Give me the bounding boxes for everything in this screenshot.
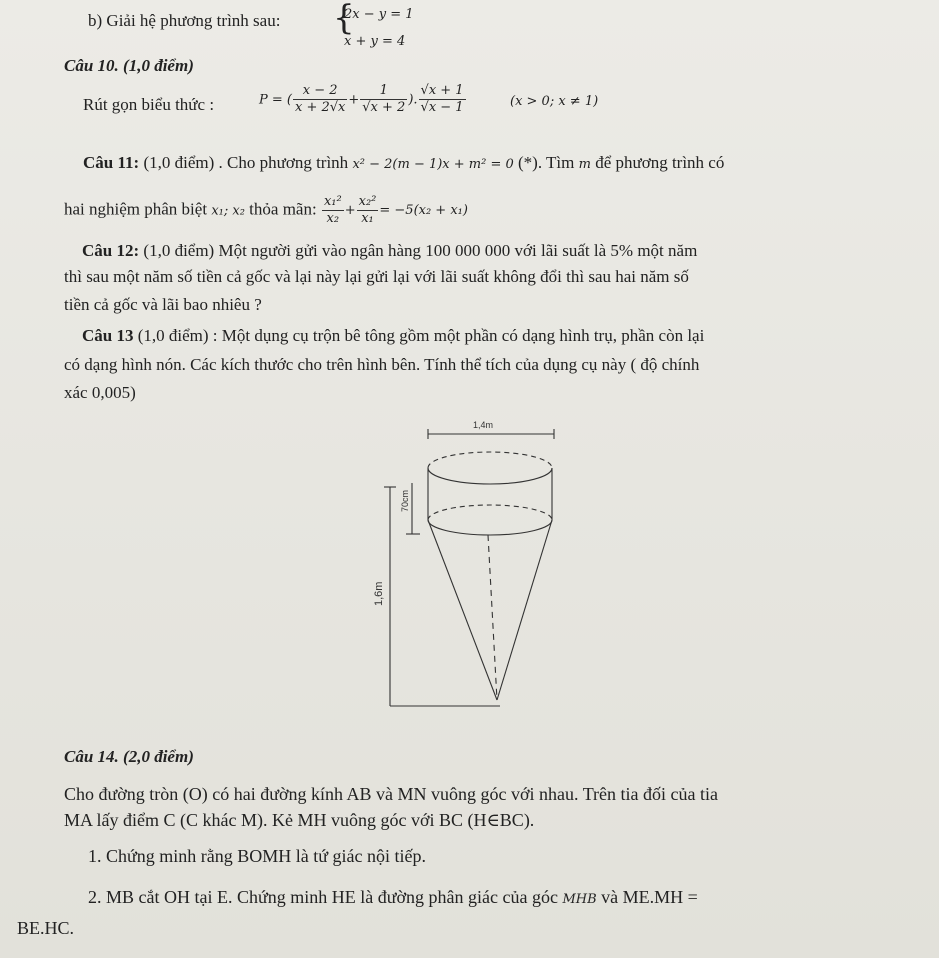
fig-label-top: 1,4m <box>472 420 494 430</box>
q14-title: Câu 14. (2,0 điểm) <box>64 747 194 766</box>
fig-label-70cm: 70cm <box>400 489 410 512</box>
q14-line1: Cho đường tròn (O) có hai đường kính AB và MN vuông góc với nhau. Trên tia đối của tia <box>64 784 719 804</box>
q10-text: Rút gọn biểu thức : <box>83 95 215 114</box>
q14-item2: 2. MB cắt OH tại E. Chứng minh HE là đường phân giác của góc MHB và ME.MH = <box>88 887 698 907</box>
cylinder-bottom-back <box>428 505 552 520</box>
cone-left-side <box>428 520 497 700</box>
cylinder-top-front <box>428 468 552 484</box>
q13-line3: xác 0,005) <box>64 383 136 402</box>
q14-last-line: BE.HC. <box>17 918 75 938</box>
system-brace: { <box>333 0 355 38</box>
q10-condition: (x > 0; x ≠ 1) <box>510 94 599 109</box>
q10-expression: P = ( $\frac{x - 2}{x + 2√x}$ + $\frac{1}{√x + 2}$ ). $\frac{√x + 1}{√x - 1}$ <box>259 83 464 116</box>
q11-line2: hai nghiệm phân biệt x₁; x₂ thỏa mãn: $\frac{\text{x₁²}}{\text{x₂}}$ + $\frac{\text{x₂²}}{\text{x₁}}$ = −5(x₂ + x₁) <box>64 194 468 227</box>
angle-mhb: MHB <box>562 892 597 907</box>
q13-line1: Câu 13 (1,0 điểm) : Một dụng cụ trộn bê tông gồm một phần có dạng hình trụ, phần còn lại <box>82 326 705 345</box>
system-eq2: x + y = 4 <box>344 34 406 49</box>
q12-line2: thì sau một năm số tiền cả gốc và lại này lại gửi lại với lãi suất không đổi thì sau hai năm số <box>64 267 689 286</box>
cone-axis <box>488 535 497 700</box>
q12-line1: Câu 12: (1,0 điểm) Một người gửi vào ngân hàng 100 000 000 với lãi suất là 5% một năm <box>82 241 698 260</box>
q14-item1: 1. Chứng minh rằng BOMH là tứ giác nội tiếp. <box>88 846 426 866</box>
cone-right-side <box>497 520 552 700</box>
q9b-label: b) Giải hệ phương trình sau: <box>88 11 281 30</box>
q14-line2: MA lấy điểm C (C khác M). Kẻ MH vuông góc với BC (H∈BC). <box>64 810 535 830</box>
q10-title: Câu 10. (1,0 điểm) <box>64 56 194 75</box>
q11-line1: Câu 11: (1,0 điểm) . Cho phương trình x² − 2(m − 1)x + m² = 0 (*). Tìm m để phương trình có <box>83 153 725 172</box>
q12-line3: tiền cả gốc và lãi bao nhiêu ? <box>64 295 262 314</box>
cylinder-top-back <box>428 452 552 468</box>
fig-label-side: 1,6m <box>373 581 385 606</box>
cylinder-bottom-front <box>428 520 552 535</box>
system-eq1: 2x − y = 1 <box>344 7 414 22</box>
q13-line2: có dạng hình nón. Các kích thước cho trên hình bên. Tính thể tích của dụng cụ này ( độ chính <box>64 355 700 374</box>
